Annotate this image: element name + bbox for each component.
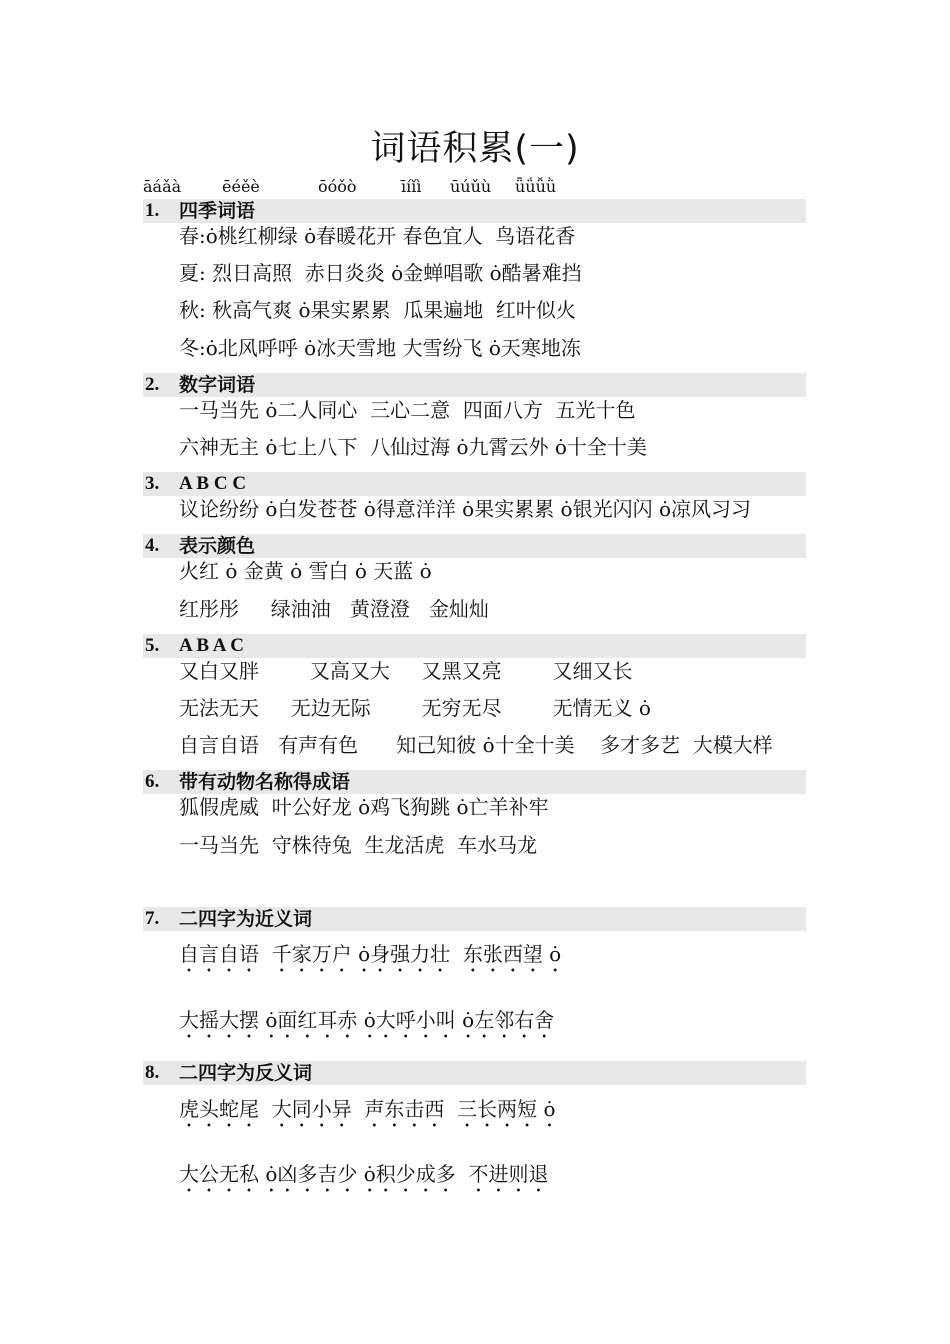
word-line: 狐假虎威 叶公好龙 ȯ鸡飞狗跳 ȯ亡羊补牢 bbox=[179, 795, 549, 819]
section-header bbox=[143, 534, 806, 558]
word-line: 秋: 秋高气爽 ȯ果实累累 瓜果遍地 红叶似火 bbox=[179, 298, 576, 322]
word-line: 自言自语 千家万户 ȯ身强力壮 东张西望 ȯ bbox=[179, 942, 562, 966]
section-number: 7. bbox=[145, 908, 160, 929]
section-title: 带有动物名称得成语 bbox=[179, 771, 351, 793]
section-header bbox=[143, 472, 806, 496]
pinyin-o: ōóǒò bbox=[318, 177, 357, 196]
word-line: 议论纷纷 ȯ白发苍苍 ȯ得意洋洋 ȯ果实累累 ȯ银光闪闪 ȯ凉风习习 bbox=[179, 497, 751, 521]
word-line: 大摇大摆 ȯ面红耳赤 ȯ大呼小叫 ȯ左邻右舍 bbox=[179, 1008, 555, 1032]
section-number: 2. bbox=[145, 374, 160, 395]
section-number: 8. bbox=[145, 1062, 160, 1083]
word-line: 春:ȯ桃红柳绿 ȯ春暖花开 春色宜人 鸟语花香 bbox=[179, 224, 576, 248]
word-line: 冬:ȯ北风呼呼 ȯ冰天雪地 大雪纷飞 ȯ天寒地冻 bbox=[179, 336, 581, 360]
pinyin-i: īíǐì bbox=[401, 177, 422, 196]
section-number: 6. bbox=[145, 771, 160, 792]
section-header bbox=[143, 907, 806, 931]
section-title: 二四字为近义词 bbox=[179, 908, 313, 930]
word-line: 夏: 烈日高照 赤日炎炎 ȯ金蝉唱歌 ȯ酷暑难挡 bbox=[179, 261, 582, 285]
word-line: 大公无私 ȯ凶多吉少 ȯ积少成多 不进则退 bbox=[179, 1162, 549, 1186]
section-header bbox=[143, 770, 806, 794]
page-title: 词语积累(一) bbox=[370, 129, 580, 169]
section-header bbox=[143, 199, 806, 223]
word-line: 六神无主 ȯ七上八下 八仙过海 ȯ九霄云外 ȯ十全十美 bbox=[179, 435, 647, 459]
section-number: 5. bbox=[145, 635, 160, 656]
section-number: 3. bbox=[145, 473, 160, 494]
section-title: A B A C bbox=[179, 635, 244, 656]
pinyin-e: ēéěè bbox=[222, 177, 260, 196]
word-line: 一马当先 守株待兔 生龙活虎 车水马龙 bbox=[179, 833, 538, 857]
section-title: 四季词语 bbox=[179, 200, 256, 222]
word-line: 一马当先 ȯ二人同心 三心二意 四面八方 五光十色 bbox=[179, 398, 636, 422]
pinyin-u: ūúǔù bbox=[450, 177, 492, 196]
section-number: 4. bbox=[145, 535, 160, 556]
pinyin-a: āáǎà bbox=[143, 177, 182, 196]
pinyin-v: ǖǘǚǜ bbox=[515, 177, 557, 196]
word-line: 无法无天 无边无际 无穷无尽 无情无义 ȯ bbox=[179, 696, 651, 720]
section-header bbox=[143, 1061, 806, 1085]
section-number: 1. bbox=[145, 200, 160, 221]
word-line: 又白又胖 又高又大 又黑又亮 又细又长 bbox=[179, 659, 633, 683]
section-header bbox=[143, 373, 806, 397]
word-line: 自言自语 有声有色 知己知彼 ȯ十全十美 多才多艺 大模大样 bbox=[179, 733, 773, 757]
section-title: 数字词语 bbox=[179, 374, 256, 396]
word-line: 火红 ȯ 金黄 ȯ 雪白 ȯ 天蓝 ȯ bbox=[179, 559, 432, 583]
word-line: 虎头蛇尾 大同小异 声东击西 三长两短 ȯ bbox=[179, 1097, 556, 1121]
section-header bbox=[143, 634, 806, 658]
word-line: 红彤彤 绿油油 黄澄澄 金灿灿 bbox=[179, 597, 489, 621]
section-title: 表示颜色 bbox=[179, 535, 256, 557]
section-title: 二四字为反义词 bbox=[179, 1062, 313, 1084]
section-title: A B C C bbox=[179, 473, 247, 494]
